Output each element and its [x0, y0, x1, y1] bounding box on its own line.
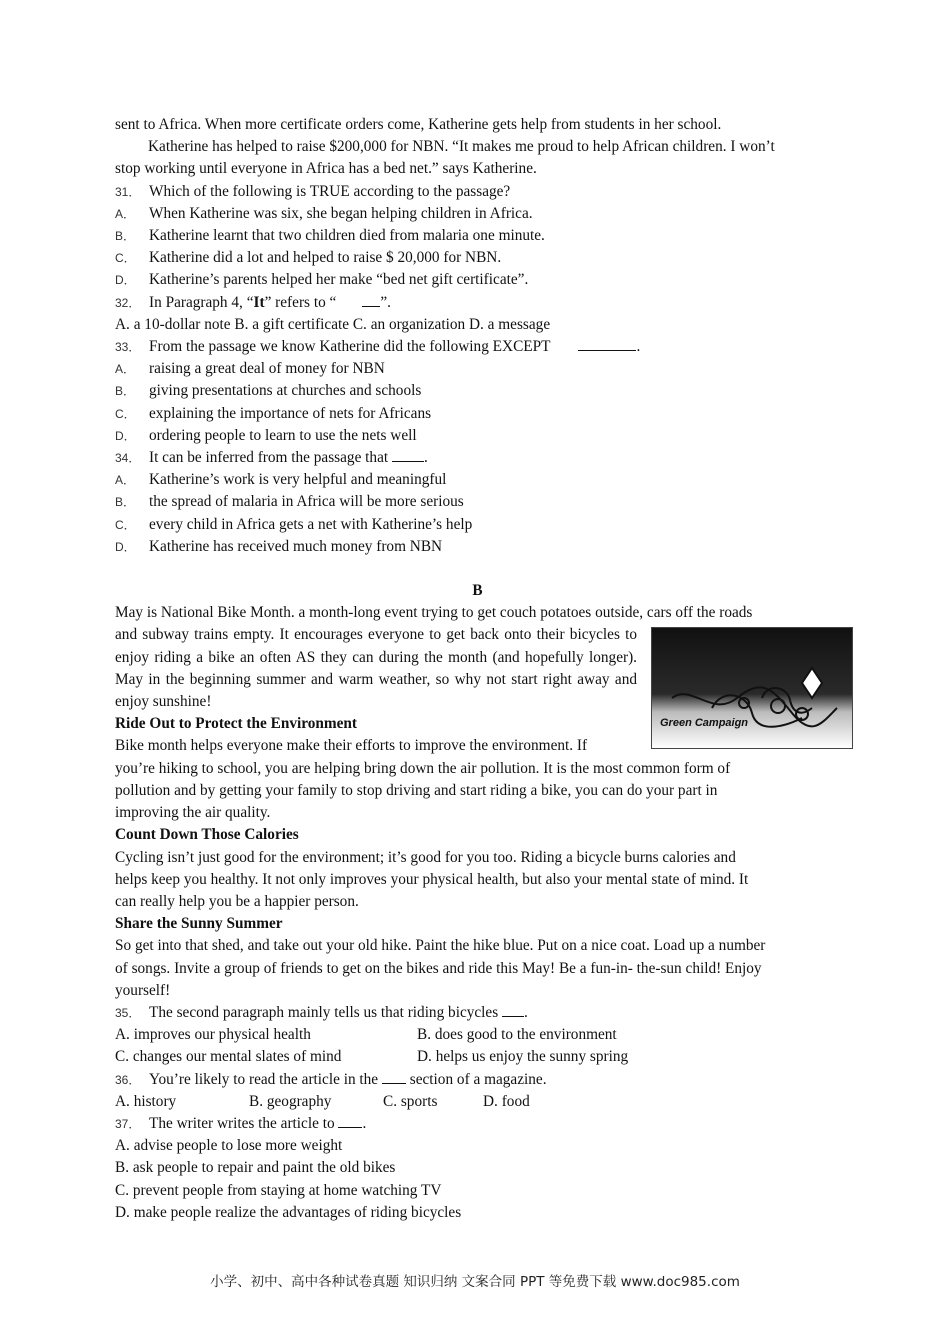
q37-option-d[interactable]: D. make people realize the advantages of riding bicycles [115, 1203, 462, 1221]
question-32 [115, 292, 840, 314]
option-letter: C． [115, 251, 136, 266]
question-number: 33． [115, 340, 141, 355]
option-text: the spread of malaria in Africa will be more serious [149, 493, 464, 511]
question-text [149, 1113, 840, 1135]
q34-option-d[interactable] [115, 536, 840, 558]
question-text-post: section of a magazine. [409, 1070, 547, 1088]
image-caption: Green Campaign [660, 717, 749, 729]
question-text-mid: ” refers to “ [264, 293, 337, 311]
subheading-calories: Count Down Those Calories [115, 826, 299, 844]
question-37 [115, 1113, 840, 1135]
question-keyword: It [253, 293, 265, 311]
q34-option-c[interactable] [115, 514, 840, 536]
question-text-main: The second paragraph mainly tells us that riding bicycles [149, 1003, 499, 1021]
q37-option-b[interactable]: B. ask people to repair and paint the old bikes [115, 1159, 396, 1177]
option-letter: C． [115, 517, 136, 532]
q35-option-a[interactable]: A. improves our physical health [115, 1026, 311, 1044]
green-campaign-image [651, 627, 853, 749]
page-footer: 小学、初中、高中各种试卷真题 知识归纳 文案合同 PPT 等免费下载 www.doc985.com [210, 1274, 740, 1290]
para2-line-1: Cycling isn’t just good for the environment; it’s good for you too. Riding a bicycle burns calories and [115, 848, 736, 866]
question-text [149, 292, 840, 314]
option-letter: B． [115, 384, 136, 399]
section-b-intro-wrap: and subway trains empty. It encourages everyone to get back onto their bicycles to enjoy riding a bike an often AS they can during the month (and hopefully longer). May in the beginning summer and warm weather, so why not start right away and enjoy sunshine! [115, 626, 637, 711]
question-text-post: . [423, 449, 428, 467]
question-number: 34． [115, 451, 141, 466]
option-letter: C． [115, 406, 136, 421]
para3-line-1: So get into that shed, and take out your old hike. Paint the hike blue. Put on a nice coat. Load up a number [115, 937, 766, 955]
q34-option-b[interactable] [115, 491, 840, 513]
section-b-heading: B [472, 582, 483, 600]
q37-option-a[interactable]: A. advise people to lose more weight [115, 1137, 343, 1155]
q36-option-a[interactable]: A. history [115, 1092, 177, 1110]
question-35 [115, 1002, 840, 1024]
q35-option-c[interactable]: C. changes our mental slates of mind [115, 1048, 342, 1066]
question-text [149, 1069, 840, 1091]
q36-options-row [115, 1091, 840, 1113]
question-text-post: . [362, 1114, 367, 1132]
option-letter: A． [115, 362, 136, 377]
question-number: 32． [115, 295, 141, 310]
q35-option-d[interactable]: D. helps us enjoy the sunny spring [417, 1048, 629, 1066]
question-text: Which of the following is TRUE according to the passage? [149, 182, 511, 200]
para1-line-2: you’re hiking to school, you are helping bring down the air pollution. It is the most common form of [115, 759, 731, 777]
question-text-main: From the passage we know Katherine did the following EXCEPT [149, 338, 551, 356]
option-text: Katherine did a lot and helped to raise $ 20,000 for NBN. [149, 249, 502, 267]
question-31 [115, 181, 840, 203]
answer-blank[interactable] [502, 1002, 524, 1017]
question-number: 36． [115, 1072, 141, 1087]
q31-option-c[interactable] [115, 247, 840, 269]
question-text-post: . [636, 338, 641, 356]
section-b-intro-line-1: May is National Bike Month. a month-long event trying to get couch potatoes outside, cars off the roads [115, 604, 753, 622]
option-text: giving presentations at churches and schools [149, 382, 422, 400]
answer-blank[interactable] [362, 292, 380, 307]
q31-option-d[interactable] [115, 269, 840, 291]
q33-option-c[interactable] [115, 403, 840, 425]
question-text [149, 447, 840, 469]
passage-a-line-2: Katherine has helped to raise $200,000 for NBN. “It makes me proud to help African children. I won’t [148, 138, 775, 156]
question-text-post: . [524, 1003, 528, 1021]
option-text: Katherine’s work is very helpful and meaningful [149, 471, 447, 489]
option-text: raising a great deal of money for NBN [149, 360, 385, 378]
question-number: 35． [115, 1005, 141, 1020]
option-letter: B． [115, 495, 136, 510]
answer-blank[interactable] [392, 447, 424, 462]
para3-line-3: yourself! [115, 981, 171, 999]
para1-line-1: Bike month helps everyone make their efforts to improve the environment. If [115, 737, 588, 755]
option-letter: D． [115, 539, 136, 554]
q33-option-a[interactable] [115, 358, 840, 380]
option-letter: B． [115, 229, 136, 244]
para1-line-4: improving the air quality. [115, 804, 271, 822]
passage-a-line-3: stop working until everyone in Africa has a bed net.” says Katherine. [115, 160, 537, 178]
question-text-pre: You’re likely to read the article in the [149, 1070, 379, 1088]
option-text: every child in Africa gets a net with Katherine’s help [149, 515, 473, 533]
option-text: When Katherine was six, she began helping children in Africa. [149, 204, 533, 222]
question-text-pre: In Paragraph 4, “ [149, 293, 254, 311]
option-text: Katherine’s parents helped her make “bed net gift certificate”. [149, 271, 529, 289]
q35-options-row-1 [115, 1024, 840, 1046]
option-text: ordering people to learn to use the nets well [149, 426, 417, 444]
question-number: 31． [115, 184, 141, 199]
option-letter: D． [115, 428, 136, 443]
q35-option-b[interactable]: B. does good to the environment [417, 1026, 617, 1044]
option-text: Katherine has received much money from NBN [149, 537, 443, 555]
option-text: Katherine learnt that two children died from malaria one minute. [149, 227, 545, 245]
q37-option-c[interactable]: C. prevent people from staying at home watching TV [115, 1181, 442, 1199]
q35-options-row-2 [115, 1046, 840, 1068]
question-text-main: The writer writes the article to [149, 1114, 335, 1132]
q33-option-d[interactable] [115, 425, 840, 447]
q33-option-b[interactable] [115, 380, 840, 402]
para2-line-2: helps keep you healthy. It not only improves your physical health, but also your mental state of mind. It [115, 870, 749, 888]
q31-option-a[interactable] [115, 203, 840, 225]
question-text [149, 1002, 840, 1024]
question-33 [115, 336, 840, 358]
question-text-post: ”. [380, 293, 391, 311]
answer-blank[interactable] [578, 336, 636, 351]
option-text: explaining the importance of nets for Africans [149, 404, 432, 422]
question-text [149, 336, 840, 358]
q34-option-a[interactable] [115, 469, 840, 491]
passage-a-line-1: sent to Africa. When more certificate orders come, Katherine gets help from students in her school. [115, 116, 722, 133]
question-36 [115, 1069, 840, 1091]
para3-line-2: of songs. Invite a group of friends to get on the bikes and ride this May! Be a fun-in- the-sun child! Enjoy [115, 959, 762, 977]
option-letter: A． [115, 206, 136, 221]
q36-option-d[interactable]: D. food [483, 1092, 530, 1110]
option-letter: A． [115, 473, 136, 488]
question-number: 37． [115, 1116, 141, 1131]
q32-options[interactable]: A. a 10-dollar note B. a gift certificate C. an organization D. a message [115, 315, 551, 333]
green-campaign-illustration [652, 628, 852, 748]
para2-line-3: can really help you be a happier person. [115, 892, 359, 910]
q31-option-b[interactable] [115, 225, 840, 247]
question-34 [115, 447, 840, 469]
answer-blank[interactable] [382, 1069, 406, 1084]
option-letter: D． [115, 273, 136, 288]
q36-option-c[interactable]: C. sports [383, 1092, 438, 1110]
spacer [115, 558, 840, 580]
q36-option-b[interactable]: B. geography [249, 1092, 332, 1110]
subheading-ride-out: Ride Out to Protect the Environment [115, 715, 358, 733]
answer-blank[interactable] [338, 1113, 362, 1128]
para1-line-3: pollution and by getting your family to stop driving and start riding a bike, you can do your part in [115, 781, 718, 799]
subheading-sunny-summer: Share the Sunny Summer [115, 915, 283, 933]
question-text-main: It can be inferred from the passage that [149, 449, 389, 467]
